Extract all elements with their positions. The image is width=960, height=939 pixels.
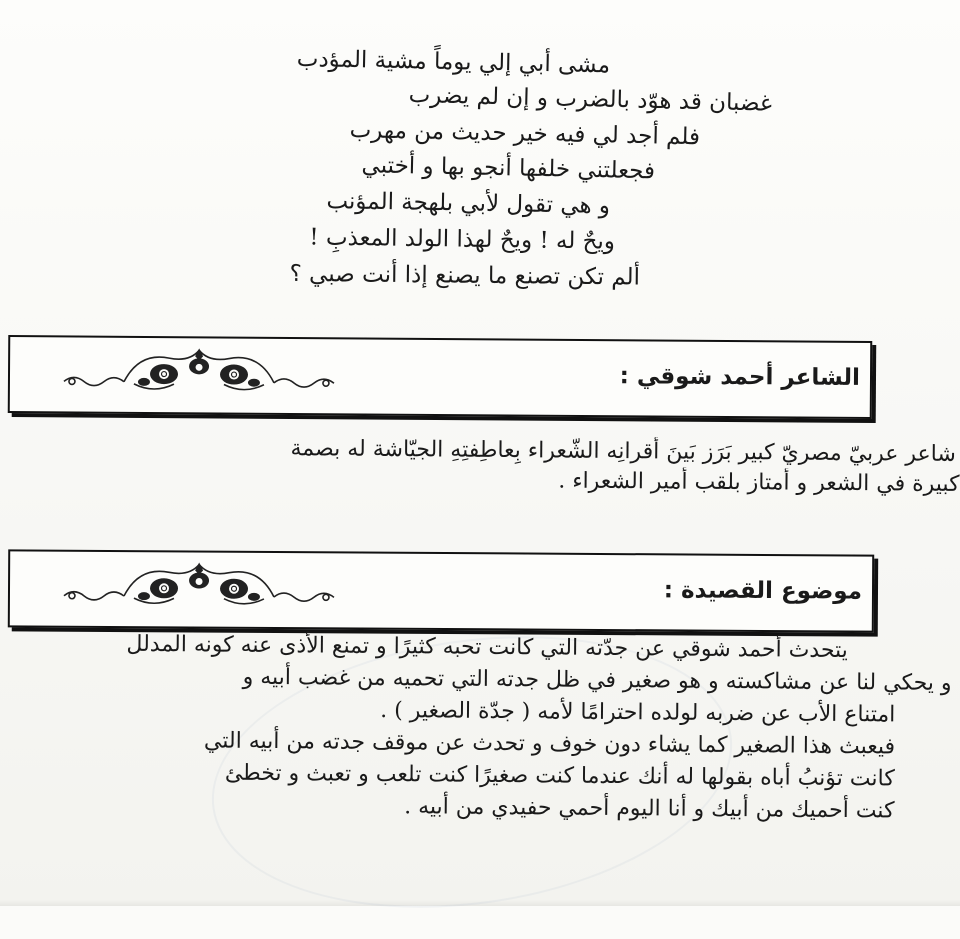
paragraph-line: كانت تؤنبُ أباه بقولها له أنك عندما كنت صغيرًا كنت تلعب و تعبث و تخطئ [224, 760, 895, 792]
poem-line: فجعلتني خلفها أنجو بها و أختبي [361, 152, 656, 185]
section-heading-poet [8, 335, 873, 419]
topic-paragraph [0, 628, 956, 828]
poem-line: فلم أجد لي فيه خير حديث من مهرب [349, 116, 701, 151]
poet-paragraph [0, 432, 960, 500]
poem-line: ألم تكن تصنع ما يصنع إذا أنت صبي ؟ [289, 260, 641, 291]
section-title: الشاعر أحمد شوقي : [619, 363, 861, 391]
paragraph-line: و يحكي لنا عن مشاكسته و هو صغير في ظل جدته التي تحميه من غضب أبيه و [242, 664, 952, 696]
paragraph-line: امتناع الأب عن ضربه لولده احترامًا لأمه ( جدّة الصغير ) . [380, 697, 896, 728]
poem-line: مشى أبي إلي يوماً مشية المؤدب [296, 45, 611, 79]
paragraph-line: كنت أحميك من أبيك و أنا اليوم أحمي حفيدي من أبيه . [404, 794, 895, 824]
paragraph-line: كبيرة في الشعر و أمتاز بلقب أمير الشعراء . [558, 468, 960, 497]
floral-scroll-ornament-icon [54, 341, 344, 407]
section-title: موضوع القصيدة : [663, 577, 863, 605]
section-heading-topic [8, 549, 874, 632]
poem-line: ويحٌ له ! ويحٌ لهذا الولد المعذبِ ! [309, 224, 616, 255]
page-bottom-edge [0, 900, 960, 906]
floral-scroll-ornament-icon [54, 556, 344, 622]
paragraph-line: فيعبث هذا الصغير كما يشاء دون خوف و تحدث عن موقف جدته من أبيه التي [203, 728, 896, 760]
poem-line: غضبان قد هوّد بالضرب و إن لم يضرب [408, 81, 773, 117]
paragraph-line: شاعر عربيّ مصريّ كبير بَرَز بَينَ أقرانِه الشّعراء بِعاطِفتِهِ الجيّاشة له بصمة [290, 436, 956, 467]
poem-line: و هي تقول لأبي بلهجة المؤنب [326, 188, 611, 220]
paragraph-line: يتحدث أحمد شوقي عن جدّته التي كانت تحبه كثيرًا و تمنع الأذى عنه كونه المدلل [126, 631, 848, 664]
poem-block [190, 45, 780, 297]
